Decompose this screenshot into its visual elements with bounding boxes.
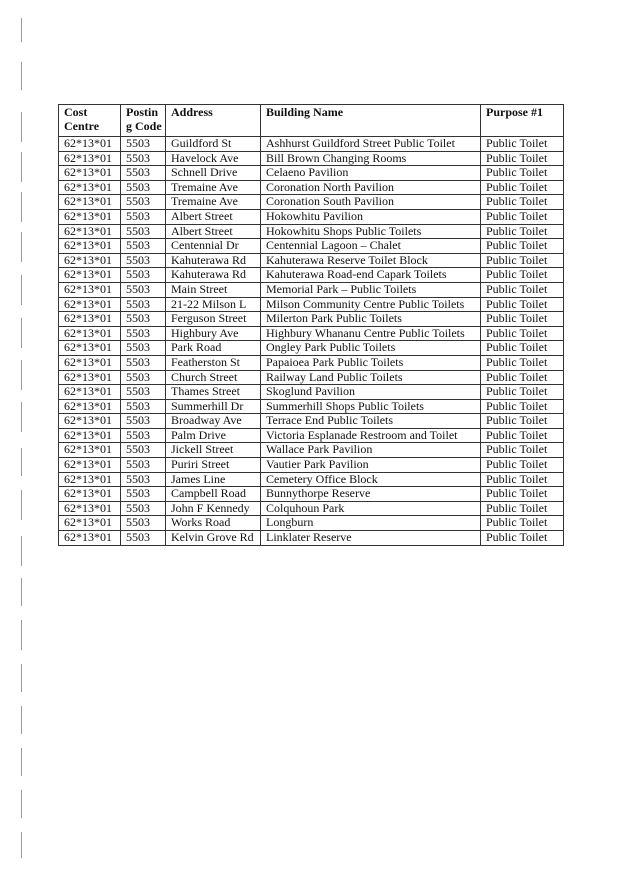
- cell-building-name: Celaeno Pavilion: [261, 166, 481, 181]
- cell-purpose: Public Toilet: [481, 355, 564, 370]
- cell-cost-centre: 62*13*01: [59, 166, 121, 181]
- cell-building-name: Vautier Park Pavilion: [261, 458, 481, 473]
- cell-building-name: Ashhurst Guildford Street Public Toilet: [261, 137, 481, 152]
- cell-building-name: Highbury Whananu Centre Public Toilets: [261, 326, 481, 341]
- column-header-posting-code: Postin g Code: [121, 105, 166, 137]
- cell-posting-code: 5503: [121, 472, 166, 487]
- table-row: [59, 428, 564, 443]
- cell-cost-centre: 62*13*01: [59, 282, 121, 297]
- margin-mark: [21, 620, 22, 650]
- cell-purpose: Public Toilet: [481, 326, 564, 341]
- cell-building-name: Railway Land Public Toilets: [261, 370, 481, 385]
- margin-mark: [21, 536, 22, 566]
- cell-posting-code: 5503: [121, 253, 166, 268]
- cell-cost-centre: 62*13*01: [59, 458, 121, 473]
- cell-posting-code: 5503: [121, 414, 166, 429]
- cell-building-name: Skoglund Pavilion: [261, 385, 481, 400]
- cell-building-name: Wallace Park Pavilion: [261, 443, 481, 458]
- cell-cost-centre: 62*13*01: [59, 341, 121, 356]
- cell-address: Featherston St: [166, 355, 261, 370]
- cell-purpose: Public Toilet: [481, 428, 564, 443]
- cell-purpose: Public Toilet: [481, 151, 564, 166]
- margin-mark: [21, 275, 22, 305]
- cell-cost-centre: 62*13*01: [59, 239, 121, 254]
- cell-address: Schnell Drive: [166, 166, 261, 181]
- margin-mark: [21, 152, 22, 182]
- cell-posting-code: 5503: [121, 195, 166, 210]
- cell-cost-centre: 62*13*01: [59, 253, 121, 268]
- cell-cost-centre: 62*13*01: [59, 312, 121, 327]
- table-row: [59, 443, 564, 458]
- public-toilets-table: [58, 104, 564, 546]
- cell-cost-centre: 62*13*01: [59, 501, 121, 516]
- margin-mark: [21, 664, 22, 692]
- cell-purpose: Public Toilet: [481, 209, 564, 224]
- cell-building-name: Coronation South Pavilion: [261, 195, 481, 210]
- column-header-building-name: Building Name: [261, 105, 481, 137]
- table-row: [59, 297, 564, 312]
- cell-purpose: Public Toilet: [481, 312, 564, 327]
- table-row: [59, 472, 564, 487]
- margin-mark: [21, 578, 22, 606]
- table-row: [59, 531, 564, 546]
- cell-building-name: Milerton Park Public Toilets: [261, 312, 481, 327]
- cell-purpose: Public Toilet: [481, 195, 564, 210]
- cell-purpose: Public Toilet: [481, 297, 564, 312]
- cell-building-name: Cemetery Office Block: [261, 472, 481, 487]
- cell-building-name: Centennial Lagoon – Chalet: [261, 239, 481, 254]
- cell-posting-code: 5503: [121, 399, 166, 414]
- table-row: [59, 516, 564, 531]
- cell-purpose: Public Toilet: [481, 137, 564, 152]
- table-row: [59, 501, 564, 516]
- cell-building-name: Longburn: [261, 516, 481, 531]
- cell-cost-centre: 62*13*01: [59, 443, 121, 458]
- cell-purpose: Public Toilet: [481, 472, 564, 487]
- cell-purpose: Public Toilet: [481, 282, 564, 297]
- cell-cost-centre: 62*13*01: [59, 195, 121, 210]
- table-row: [59, 268, 564, 283]
- cell-posting-code: 5503: [121, 268, 166, 283]
- cell-address: Centennial Dr: [166, 239, 261, 254]
- cell-posting-code: 5503: [121, 370, 166, 385]
- cell-purpose: Public Toilet: [481, 180, 564, 195]
- cell-address: Albert Street: [166, 209, 261, 224]
- cell-cost-centre: 62*13*01: [59, 428, 121, 443]
- table-row: [59, 399, 564, 414]
- cell-cost-centre: 62*13*01: [59, 224, 121, 239]
- cell-posting-code: 5503: [121, 326, 166, 341]
- cell-cost-centre: 62*13*01: [59, 385, 121, 400]
- cell-building-name: Coronation North Pavilion: [261, 180, 481, 195]
- cell-address: Church Street: [166, 370, 261, 385]
- cell-purpose: Public Toilet: [481, 268, 564, 283]
- cell-address: Broadway Ave: [166, 414, 261, 429]
- cell-cost-centre: 62*13*01: [59, 180, 121, 195]
- cell-address: John F Kennedy: [166, 501, 261, 516]
- cell-purpose: Public Toilet: [481, 239, 564, 254]
- table-row: [59, 151, 564, 166]
- cell-posting-code: 5503: [121, 224, 166, 239]
- cell-address: Tremaine Ave: [166, 180, 261, 195]
- margin-mark: [21, 402, 22, 432]
- cell-posting-code: 5503: [121, 209, 166, 224]
- cell-address: Guildford St: [166, 137, 261, 152]
- cell-posting-code: 5503: [121, 151, 166, 166]
- cell-address: Jickell Street: [166, 443, 261, 458]
- cell-cost-centre: 62*13*01: [59, 209, 121, 224]
- cell-address: 21-22 Milson L: [166, 297, 261, 312]
- cell-posting-code: 5503: [121, 297, 166, 312]
- cell-cost-centre: 62*13*01: [59, 472, 121, 487]
- table-body: [59, 137, 564, 546]
- column-header-cost-centre: Cost Centre: [59, 105, 121, 137]
- cell-posting-code: 5503: [121, 458, 166, 473]
- cell-purpose: Public Toilet: [481, 370, 564, 385]
- margin-mark: [21, 112, 22, 142]
- table-row: [59, 282, 564, 297]
- cell-building-name: Hokowhitu Pavilion: [261, 209, 481, 224]
- cell-cost-centre: 62*13*01: [59, 268, 121, 283]
- cell-cost-centre: 62*13*01: [59, 414, 121, 429]
- margin-mark: [21, 18, 22, 42]
- cell-posting-code: 5503: [121, 531, 166, 546]
- cell-address: Summerhill Dr: [166, 399, 261, 414]
- cell-purpose: Public Toilet: [481, 385, 564, 400]
- cell-address: Highbury Ave: [166, 326, 261, 341]
- cell-posting-code: 5503: [121, 355, 166, 370]
- table-row: [59, 253, 564, 268]
- cell-address: Campbell Road: [166, 487, 261, 502]
- cell-address: Kahuterawa Rd: [166, 253, 261, 268]
- cell-cost-centre: 62*13*01: [59, 531, 121, 546]
- cell-building-name: Papaioea Park Public Toilets: [261, 355, 481, 370]
- cell-address: Palm Drive: [166, 428, 261, 443]
- cell-posting-code: 5503: [121, 180, 166, 195]
- table-row: [59, 209, 564, 224]
- cell-cost-centre: 62*13*01: [59, 370, 121, 385]
- cell-posting-code: 5503: [121, 137, 166, 152]
- cell-address: Havelock Ave: [166, 151, 261, 166]
- cell-posting-code: 5503: [121, 166, 166, 181]
- margin-mark: [21, 490, 22, 520]
- cell-purpose: Public Toilet: [481, 458, 564, 473]
- cell-purpose: Public Toilet: [481, 531, 564, 546]
- table-row: [59, 166, 564, 181]
- cell-purpose: Public Toilet: [481, 224, 564, 239]
- margin-mark: [21, 318, 22, 348]
- cell-cost-centre: 62*13*01: [59, 297, 121, 312]
- cell-purpose: Public Toilet: [481, 443, 564, 458]
- cell-cost-centre: 62*13*01: [59, 137, 121, 152]
- margin-mark: [21, 192, 22, 222]
- table-row: [59, 326, 564, 341]
- cell-purpose: Public Toilet: [481, 399, 564, 414]
- cell-posting-code: 5503: [121, 501, 166, 516]
- cell-cost-centre: 62*13*01: [59, 326, 121, 341]
- cell-cost-centre: 62*13*01: [59, 151, 121, 166]
- cell-cost-centre: 62*13*01: [59, 487, 121, 502]
- column-header-purpose: Purpose #1: [481, 105, 564, 137]
- cell-cost-centre: 62*13*01: [59, 516, 121, 531]
- cell-building-name: Bill Brown Changing Rooms: [261, 151, 481, 166]
- margin-mark: [21, 790, 22, 818]
- margin-mark: [21, 448, 22, 476]
- cell-purpose: Public Toilet: [481, 166, 564, 181]
- cell-building-name: Colquhoun Park: [261, 501, 481, 516]
- margin-mark: [21, 232, 22, 262]
- table-row: [59, 195, 564, 210]
- cell-building-name: Hokowhitu Shops Public Toilets: [261, 224, 481, 239]
- cell-address: Tremaine Ave: [166, 195, 261, 210]
- cell-building-name: Linklater Reserve: [261, 531, 481, 546]
- column-header-address: Address: [166, 105, 261, 137]
- cell-purpose: Public Toilet: [481, 516, 564, 531]
- table-header-row: [59, 105, 564, 137]
- cell-building-name: Ongley Park Public Toilets: [261, 341, 481, 356]
- cell-building-name: Kahuterawa Road-end Capark Toilets: [261, 268, 481, 283]
- margin-mark: [21, 62, 22, 90]
- table-row: [59, 180, 564, 195]
- cell-cost-centre: 62*13*01: [59, 355, 121, 370]
- table-row: [59, 487, 564, 502]
- table-row: [59, 137, 564, 152]
- cell-building-name: Terrace End Public Toilets: [261, 414, 481, 429]
- cell-address: Kelvin Grove Rd: [166, 531, 261, 546]
- cell-posting-code: 5503: [121, 487, 166, 502]
- cell-address: Thames Street: [166, 385, 261, 400]
- table-row: [59, 370, 564, 385]
- cell-building-name: Milson Community Centre Public Toilets: [261, 297, 481, 312]
- cell-posting-code: 5503: [121, 443, 166, 458]
- cell-posting-code: 5503: [121, 312, 166, 327]
- cell-address: Park Road: [166, 341, 261, 356]
- table-row: [59, 458, 564, 473]
- cell-building-name: Memorial Park – Public Toilets: [261, 282, 481, 297]
- cell-posting-code: 5503: [121, 516, 166, 531]
- cell-address: Puriri Street: [166, 458, 261, 473]
- table-row: [59, 341, 564, 356]
- cell-purpose: Public Toilet: [481, 253, 564, 268]
- margin-mark: [21, 360, 22, 390]
- margin-mark: [21, 706, 22, 734]
- table-row: [59, 239, 564, 254]
- table-row: [59, 414, 564, 429]
- cell-purpose: Public Toilet: [481, 501, 564, 516]
- cell-building-name: Bunnythorpe Reserve: [261, 487, 481, 502]
- cell-cost-centre: 62*13*01: [59, 399, 121, 414]
- table-row: [59, 312, 564, 327]
- cell-purpose: Public Toilet: [481, 414, 564, 429]
- cell-building-name: Summerhill Shops Public Toilets: [261, 399, 481, 414]
- cell-address: Kahuterawa Rd: [166, 268, 261, 283]
- scan-margin-marks: [0, 0, 40, 882]
- table-row: [59, 355, 564, 370]
- margin-mark: [21, 748, 22, 776]
- cell-purpose: Public Toilet: [481, 341, 564, 356]
- cell-building-name: Kahuterawa Reserve Toilet Block: [261, 253, 481, 268]
- cell-address: Main Street: [166, 282, 261, 297]
- cell-posting-code: 5503: [121, 239, 166, 254]
- cell-address: Ferguson Street: [166, 312, 261, 327]
- cell-address: Albert Street: [166, 224, 261, 239]
- cell-building-name: Victoria Esplanade Restroom and Toilet: [261, 428, 481, 443]
- cell-posting-code: 5503: [121, 385, 166, 400]
- margin-mark: [21, 832, 22, 858]
- cell-posting-code: 5503: [121, 282, 166, 297]
- cell-address: Works Road: [166, 516, 261, 531]
- cell-posting-code: 5503: [121, 341, 166, 356]
- table-row: [59, 385, 564, 400]
- table-row: [59, 224, 564, 239]
- cell-posting-code: 5503: [121, 428, 166, 443]
- cell-purpose: Public Toilet: [481, 487, 564, 502]
- cell-address: James Line: [166, 472, 261, 487]
